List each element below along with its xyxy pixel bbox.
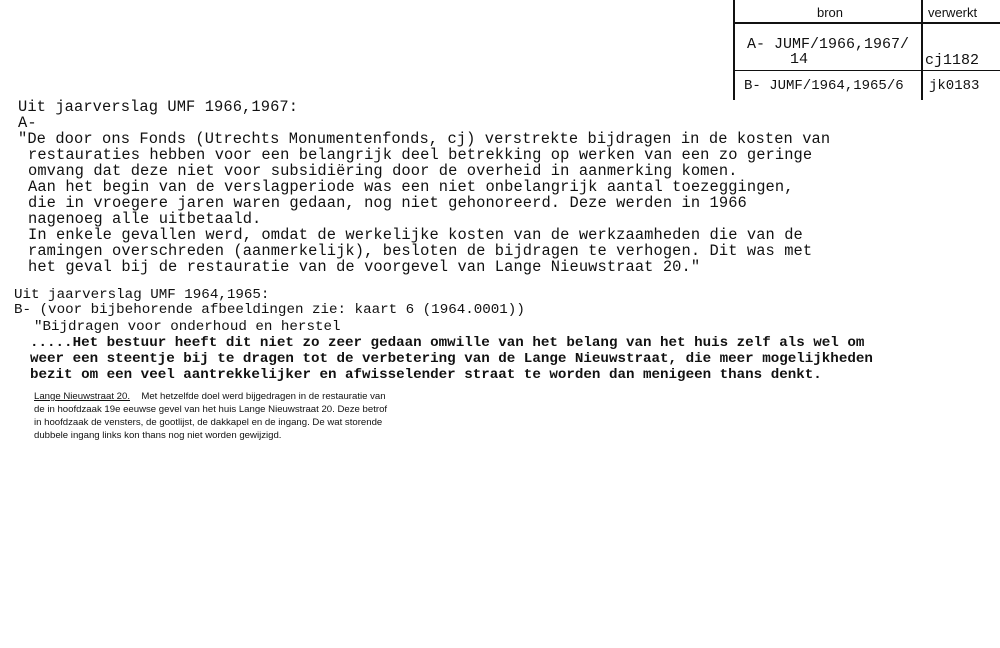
section-a-marker: A- <box>18 114 37 132</box>
section-a-line: In enkele gevallen werd, omdat de werkelijke kosten van de werkzaamheden die van de <box>28 226 803 244</box>
section-b-heading: Uit jaarverslag UMF 1964,1965: <box>14 287 270 303</box>
row-b-verwerkt: jk0183 <box>929 78 980 94</box>
section-a-line: ramingen overschreden (aanmerkelijk), besloten de bijdragen te verhogen. Dit was met <box>28 242 813 260</box>
section-a-heading: Uit jaarverslag UMF 1966,1967: <box>18 98 299 116</box>
caption-line: dubbele ingang links kon thans nog niet worden gewijzigd. <box>34 430 282 441</box>
table-row-divider <box>733 70 1000 71</box>
section-a-line: Aan het begin van de verslagperiode was een niet onbelangrijk aantal toezeggingen, <box>28 178 794 196</box>
header-verwerkt: verwerkt <box>928 5 978 20</box>
row-a-verwerkt: cj1182 <box>925 52 980 69</box>
caption-line: de in hoofdzaak 19e eeuwse gevel van het huis Lange Nieuwstraat 20. Deze betrof <box>34 404 388 415</box>
reference-table <box>733 0 1000 100</box>
section-b-subheading: "Bijdragen voor onderhoud en herstel <box>34 319 341 335</box>
section-a-line: het geval bij de restauratie van de voorgevel van Lange Nieuwstraat 20." <box>28 258 701 276</box>
table-border-left <box>733 0 735 100</box>
section-a-line: "De door ons Fonds (Utrechts Monumentenfonds, cj) verstrekte bijdragen in de kosten van <box>18 130 831 148</box>
section-a-line: restauraties hebben voor een belangrijk deel betrekking op werken van een zo geringe <box>28 146 813 164</box>
section-a-line: die in vroegere jaren waren gedaan, nog niet gehonoreerd. Deze werden in 1966 <box>28 194 747 212</box>
caption-title: Lange Nieuwstraat 20. <box>34 391 130 402</box>
section-a-line: nagenoeg alle uitbetaald. <box>28 210 262 228</box>
table-header-divider <box>733 22 1000 24</box>
caption-first-line <box>34 391 386 402</box>
section-b-line: weer een steentje bij te dragen tot de verbetering van de Lange Nieuwstraat, die meer mogelijkheden <box>30 351 873 367</box>
caption-line: in hoofdzaak de vensters, de gootlijst, de dakkapel en de ingang. De wat storende <box>34 417 383 428</box>
section-b-marker: B- (voor bijbehorende afbeeldingen zie: kaart 6 (1964.0001)) <box>14 302 525 318</box>
row-a-bron-line1: A- JUMF/1966,1967/ <box>747 36 910 53</box>
header-bron: bron <box>817 5 844 20</box>
section-a-line: omvang dat deze niet voor subsidiëring door de overheid in aanmerking komen. <box>28 162 738 180</box>
row-b-bron: B- JUMF/1964,1965/6 <box>744 78 904 94</box>
section-b-line: .....Het bestuur heeft dit niet zo zeer gedaan omwille van het belang van het huis zelf als wel om <box>30 335 865 351</box>
caption-text: Met hetzelfde doel werd bijgedragen in de restauratie van <box>141 391 386 402</box>
section-b-line: bezit om een veel aantrekkelijker en afwisselender straat te worden dan menigeen thans denkt. <box>30 367 822 383</box>
table-column-divider <box>921 0 923 100</box>
row-a-bron-line2: 14 <box>790 51 809 68</box>
